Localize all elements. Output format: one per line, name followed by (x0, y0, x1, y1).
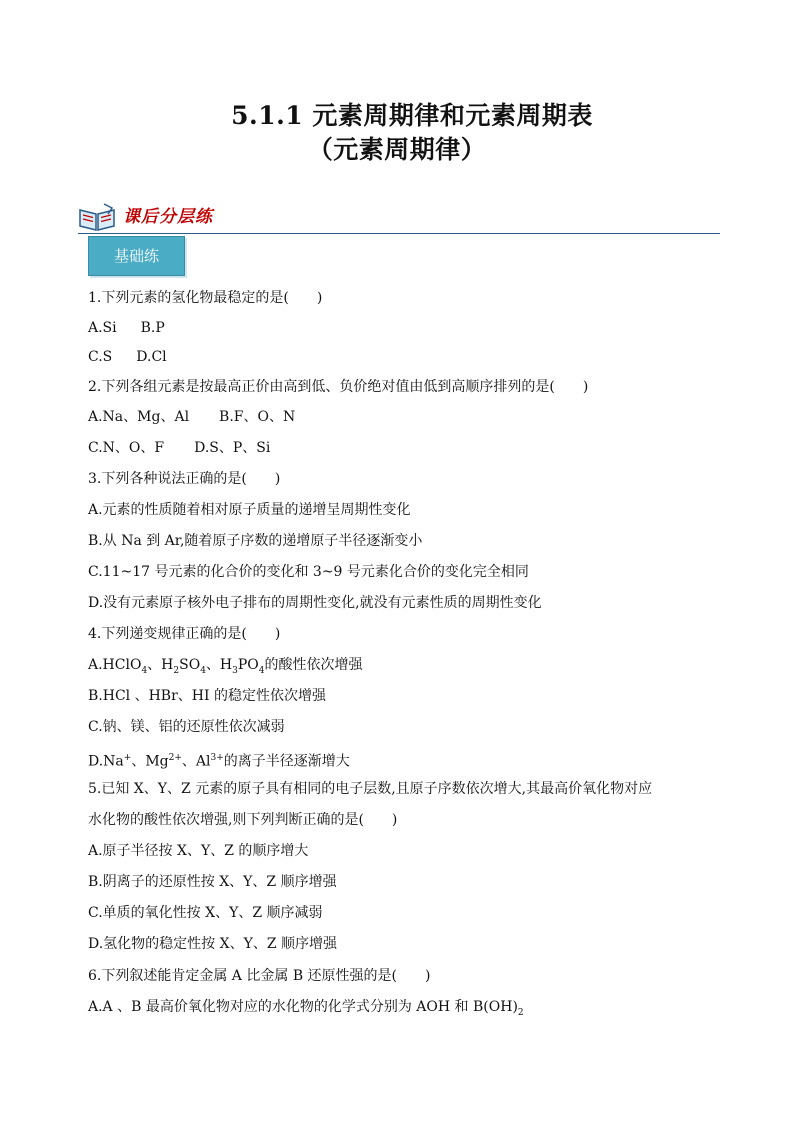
option-b: B.F、O、N (219, 409, 296, 425)
level-badge: 基础练 (88, 236, 185, 276)
question-2-options-row2 (88, 438, 270, 458)
question-3-stem: 3.下列各种说法正确的是( ) (88, 471, 281, 487)
option-d: D.S、P、Si (194, 440, 271, 456)
option-a: A.Na、Mg、Al (88, 409, 190, 425)
question-5-option-d: D.氢化物的稳定性按 X、Y、Z 顺序增强 (88, 936, 338, 952)
question-5-option-b: B.阴离子的还原性按 X、Y、Z 顺序增强 (88, 874, 337, 890)
question-5-option-a: A.原子半径按 X、Y、Z 的顺序增大 (88, 843, 309, 859)
question-6-option-a: A.A 、B 最高价氧化物对应的水化物的化学式分别为 AOH 和 $B(OH)_2$ (88, 999, 524, 1018)
question-2-options-row1 (88, 407, 295, 427)
question-3-option-a: A.元素的性质随着相对原子质量的递增呈周期性变化 (88, 502, 411, 518)
question-4-option-d: D.Na+、$Mg^{2+}$、$Al^{3+}$的离子半径逐渐增大 (88, 753, 350, 770)
section-divider (78, 233, 720, 234)
section-header (78, 200, 718, 234)
option-c: C.N、O、F (88, 440, 165, 456)
question-3-option-b: B.从 Na 到 Ar,随着原子序数的递增原子半径逐渐变小 (88, 533, 423, 549)
question-4-option-b: B.HCl 、HBr、HI 的稳定性依次增强 (88, 688, 326, 704)
option-b: B.P (140, 320, 165, 336)
option-a: A.Si (88, 320, 117, 336)
doc-title-line2: （元素周期律） (307, 135, 487, 164)
question-1-stem: 1.下列元素的氢化物最稳定的是( ) (88, 290, 323, 306)
open-book-icon (78, 202, 116, 232)
option-c: C.S (88, 349, 113, 365)
question-4-stem: 4.下列递变规律正确的是( ) (88, 626, 281, 642)
question-1-options-row2 (88, 347, 167, 367)
option-d: D.Cl (136, 349, 167, 365)
question-5-stem-line2: 水化物的酸性依次增强,则下列判断正确的是( ) (88, 812, 398, 828)
section-label: 课后分层练 (123, 207, 213, 227)
question-4-option-a: A.HClO$_4$、$H_2SO_4$、$H_3PO_4$的酸性依次增强 (88, 657, 363, 676)
doc-title-line1: 5.1.1 元素周期律和元素周期表 (231, 101, 593, 130)
question-3-option-d: D.没有元素原子核外电子排布的周期性变化,就没有元素性质的周期性变化 (88, 595, 542, 611)
question-4-option-c: C.钠、镁、铝的还原性依次减弱 (88, 719, 285, 735)
question-5-option-c: C.单质的氧化性按 X、Y、Z 顺序减弱 (88, 905, 323, 921)
question-3-option-c: C.11~17 号元素的化合价的变化和 3~9 号元素化合价的变化完全相同 (88, 564, 529, 580)
question-1-options-row1 (88, 318, 165, 338)
question-5-stem-line1: 5.已知 X、Y、Z 元素的原子具有相同的电子层数,且原子序数依次增大,其最高价氧化物对应 (88, 781, 653, 797)
question-6-stem: 6.下列叙述能肯定金属 A 比金属 B 还原性强的是( ) (88, 968, 431, 984)
question-2-stem: 2.下列各组元素是按最高正价由高到低、负价绝对值由低到高顺序排列的是( ) (88, 379, 589, 395)
